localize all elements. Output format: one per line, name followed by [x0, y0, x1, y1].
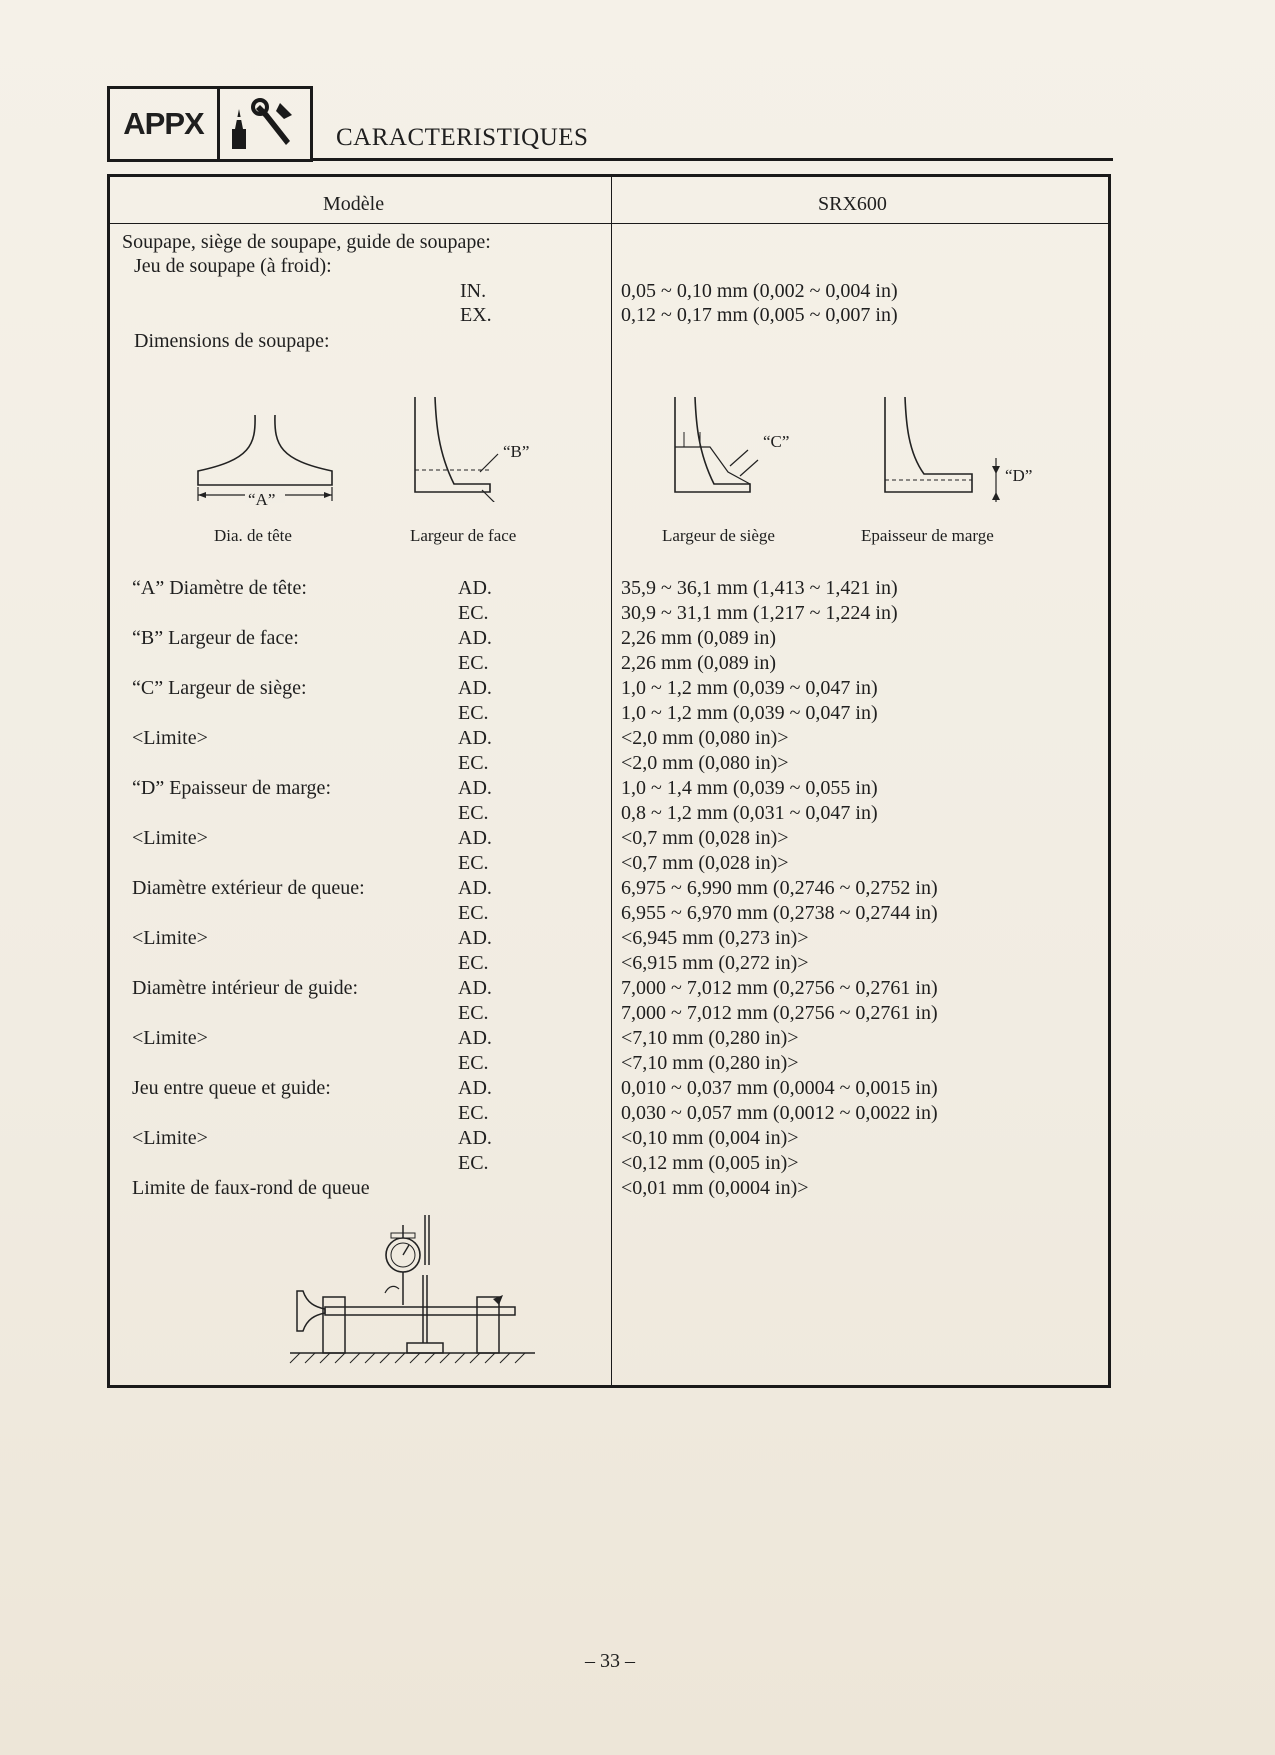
caption-largeur-face: Largeur de face — [410, 526, 517, 545]
diagram-b-label: “B” — [503, 442, 530, 461]
diagram-c-label: “C” — [763, 432, 790, 451]
row-code: AD. — [458, 677, 492, 699]
row-value: <7,10 mm (0,280 in)> — [621, 1027, 799, 1049]
row-value: <0,12 mm (0,005 in)> — [621, 1152, 799, 1174]
row-label: Diamètre extérieur de queue: — [132, 877, 365, 899]
stem-runout-dial-indicator-diagram — [285, 1215, 545, 1365]
row-value: 30,9 ~ 31,1 mm (1,217 ~ 1,224 in) — [621, 602, 898, 624]
row-code: EC. — [458, 602, 489, 624]
row-code: AD. — [458, 977, 492, 999]
row-value: <0,10 mm (0,004 in)> — [621, 1127, 799, 1149]
row-code: AD. — [458, 1027, 492, 1049]
row-value: 1,0 ~ 1,2 mm (0,039 ~ 0,047 in) — [621, 677, 878, 699]
row-value: <2,0 mm (0,080 in)> — [621, 727, 789, 749]
row-label: “A” Diamètre de tête: — [132, 577, 307, 599]
row-code: AD. — [458, 827, 492, 849]
page-number: – 33 – — [585, 1650, 635, 1672]
row-code: EC. — [458, 1002, 489, 1024]
column-header-model: Modèle — [323, 193, 385, 215]
row-value: <0,7 mm (0,028 in)> — [621, 827, 789, 849]
jeu-label: Jeu de soupape (à froid): — [134, 255, 332, 277]
diagram-d-label: “D” — [1005, 466, 1033, 485]
row-code: AD. — [458, 927, 492, 949]
row-value: <7,10 mm (0,280 in)> — [621, 1052, 799, 1074]
row-value: 0,8 ~ 1,2 mm (0,031 ~ 0,047 in) — [621, 802, 878, 824]
row-code: AD. — [458, 1077, 492, 1099]
row-label: “D” Epaisseur de marge: — [132, 777, 331, 799]
jeu-ex-code: EX. — [460, 304, 492, 326]
row-value: 7,000 ~ 7,012 mm (0,2756 ~ 0,2761 in) — [621, 1002, 938, 1024]
jeu-in-code: IN. — [460, 280, 487, 302]
jeu-in-value: 0,05 ~ 0,10 mm (0,002 ~ 0,004 in) — [621, 280, 898, 302]
row-label: Diamètre intérieur de guide: — [132, 977, 359, 999]
tools-icon — [220, 89, 310, 159]
row-label: “B” Largeur de face: — [132, 627, 299, 649]
row-code: EC. — [458, 1052, 489, 1074]
row-code: EC. — [458, 902, 489, 924]
row-label: “C” Largeur de siège: — [132, 677, 307, 699]
row-code: EC. — [458, 652, 489, 674]
column-divider — [611, 177, 612, 1385]
appx-logo — [107, 86, 313, 162]
row-value: <0,7 mm (0,028 in)> — [621, 852, 789, 874]
row-value: <6,915 mm (0,272 in)> — [621, 952, 809, 974]
row-value: 0,010 ~ 0,037 mm (0,0004 ~ 0,0015 in) — [621, 1077, 938, 1099]
row-value: <0,01 mm (0,0004 in)> — [621, 1177, 809, 1199]
row-value: 35,9 ~ 36,1 mm (1,413 ~ 1,421 in) — [621, 577, 898, 599]
row-value: 6,975 ~ 6,990 mm (0,2746 ~ 0,2752 in) — [621, 877, 938, 899]
column-header-value: SRX600 — [818, 193, 887, 215]
diagram-a-label: “A” — [248, 490, 276, 509]
caption-epaisseur-marge: Epaisseur de marge — [861, 526, 994, 545]
row-code: AD. — [458, 577, 492, 599]
row-value: 2,26 mm (0,089 in) — [621, 652, 776, 674]
page-title: CARACTERISTIQUES — [336, 124, 589, 151]
margin-thickness-diagram — [880, 392, 1020, 502]
row-code: EC. — [458, 852, 489, 874]
caption-dia-tete: Dia. de tête — [214, 526, 292, 545]
logo-text: APPX — [110, 89, 220, 159]
row-code: AD. — [458, 1127, 492, 1149]
row-label: <Limite> — [132, 927, 208, 949]
row-value: 1,0 ~ 1,2 mm (0,039 ~ 0,047 in) — [621, 702, 878, 724]
row-code: AD. — [458, 777, 492, 799]
row-code: EC. — [458, 952, 489, 974]
caption-largeur-siege: Largeur de siège — [662, 526, 775, 545]
row-code: AD. — [458, 877, 492, 899]
row-code: EC. — [458, 802, 489, 824]
header-row-rule — [110, 223, 1108, 224]
row-code: EC. — [458, 1102, 489, 1124]
row-label: Limite de faux-rond de queue — [132, 1177, 370, 1199]
jeu-ex-value: 0,12 ~ 0,17 mm (0,005 ~ 0,007 in) — [621, 304, 898, 326]
row-label: <Limite> — [132, 1127, 208, 1149]
row-value: <6,945 mm (0,273 in)> — [621, 927, 809, 949]
row-code: AD. — [458, 627, 492, 649]
section-title: Soupape, siège de soupape, guide de soupape: — [122, 231, 491, 253]
row-value: 6,955 ~ 6,970 mm (0,2738 ~ 0,2744 in) — [621, 902, 938, 924]
row-code: EC. — [458, 1152, 489, 1174]
row-label: <Limite> — [132, 1027, 208, 1049]
row-code: AD. — [458, 727, 492, 749]
row-value: 1,0 ~ 1,4 mm (0,039 ~ 0,055 in) — [621, 777, 878, 799]
row-label: Jeu entre queue et guide: — [132, 1077, 331, 1099]
row-code: EC. — [458, 702, 489, 724]
dimensions-label: Dimensions de soupape: — [134, 330, 330, 352]
row-code: EC. — [458, 752, 489, 774]
row-label: <Limite> — [132, 727, 208, 749]
row-value: 2,26 mm (0,089 in) — [621, 627, 776, 649]
row-label: <Limite> — [132, 827, 208, 849]
row-value: <2,0 mm (0,080 in)> — [621, 752, 789, 774]
row-value: 7,000 ~ 7,012 mm (0,2756 ~ 0,2761 in) — [621, 977, 938, 999]
row-value: 0,030 ~ 0,057 mm (0,0012 ~ 0,0022 in) — [621, 1102, 938, 1124]
header-rule — [313, 158, 1113, 161]
